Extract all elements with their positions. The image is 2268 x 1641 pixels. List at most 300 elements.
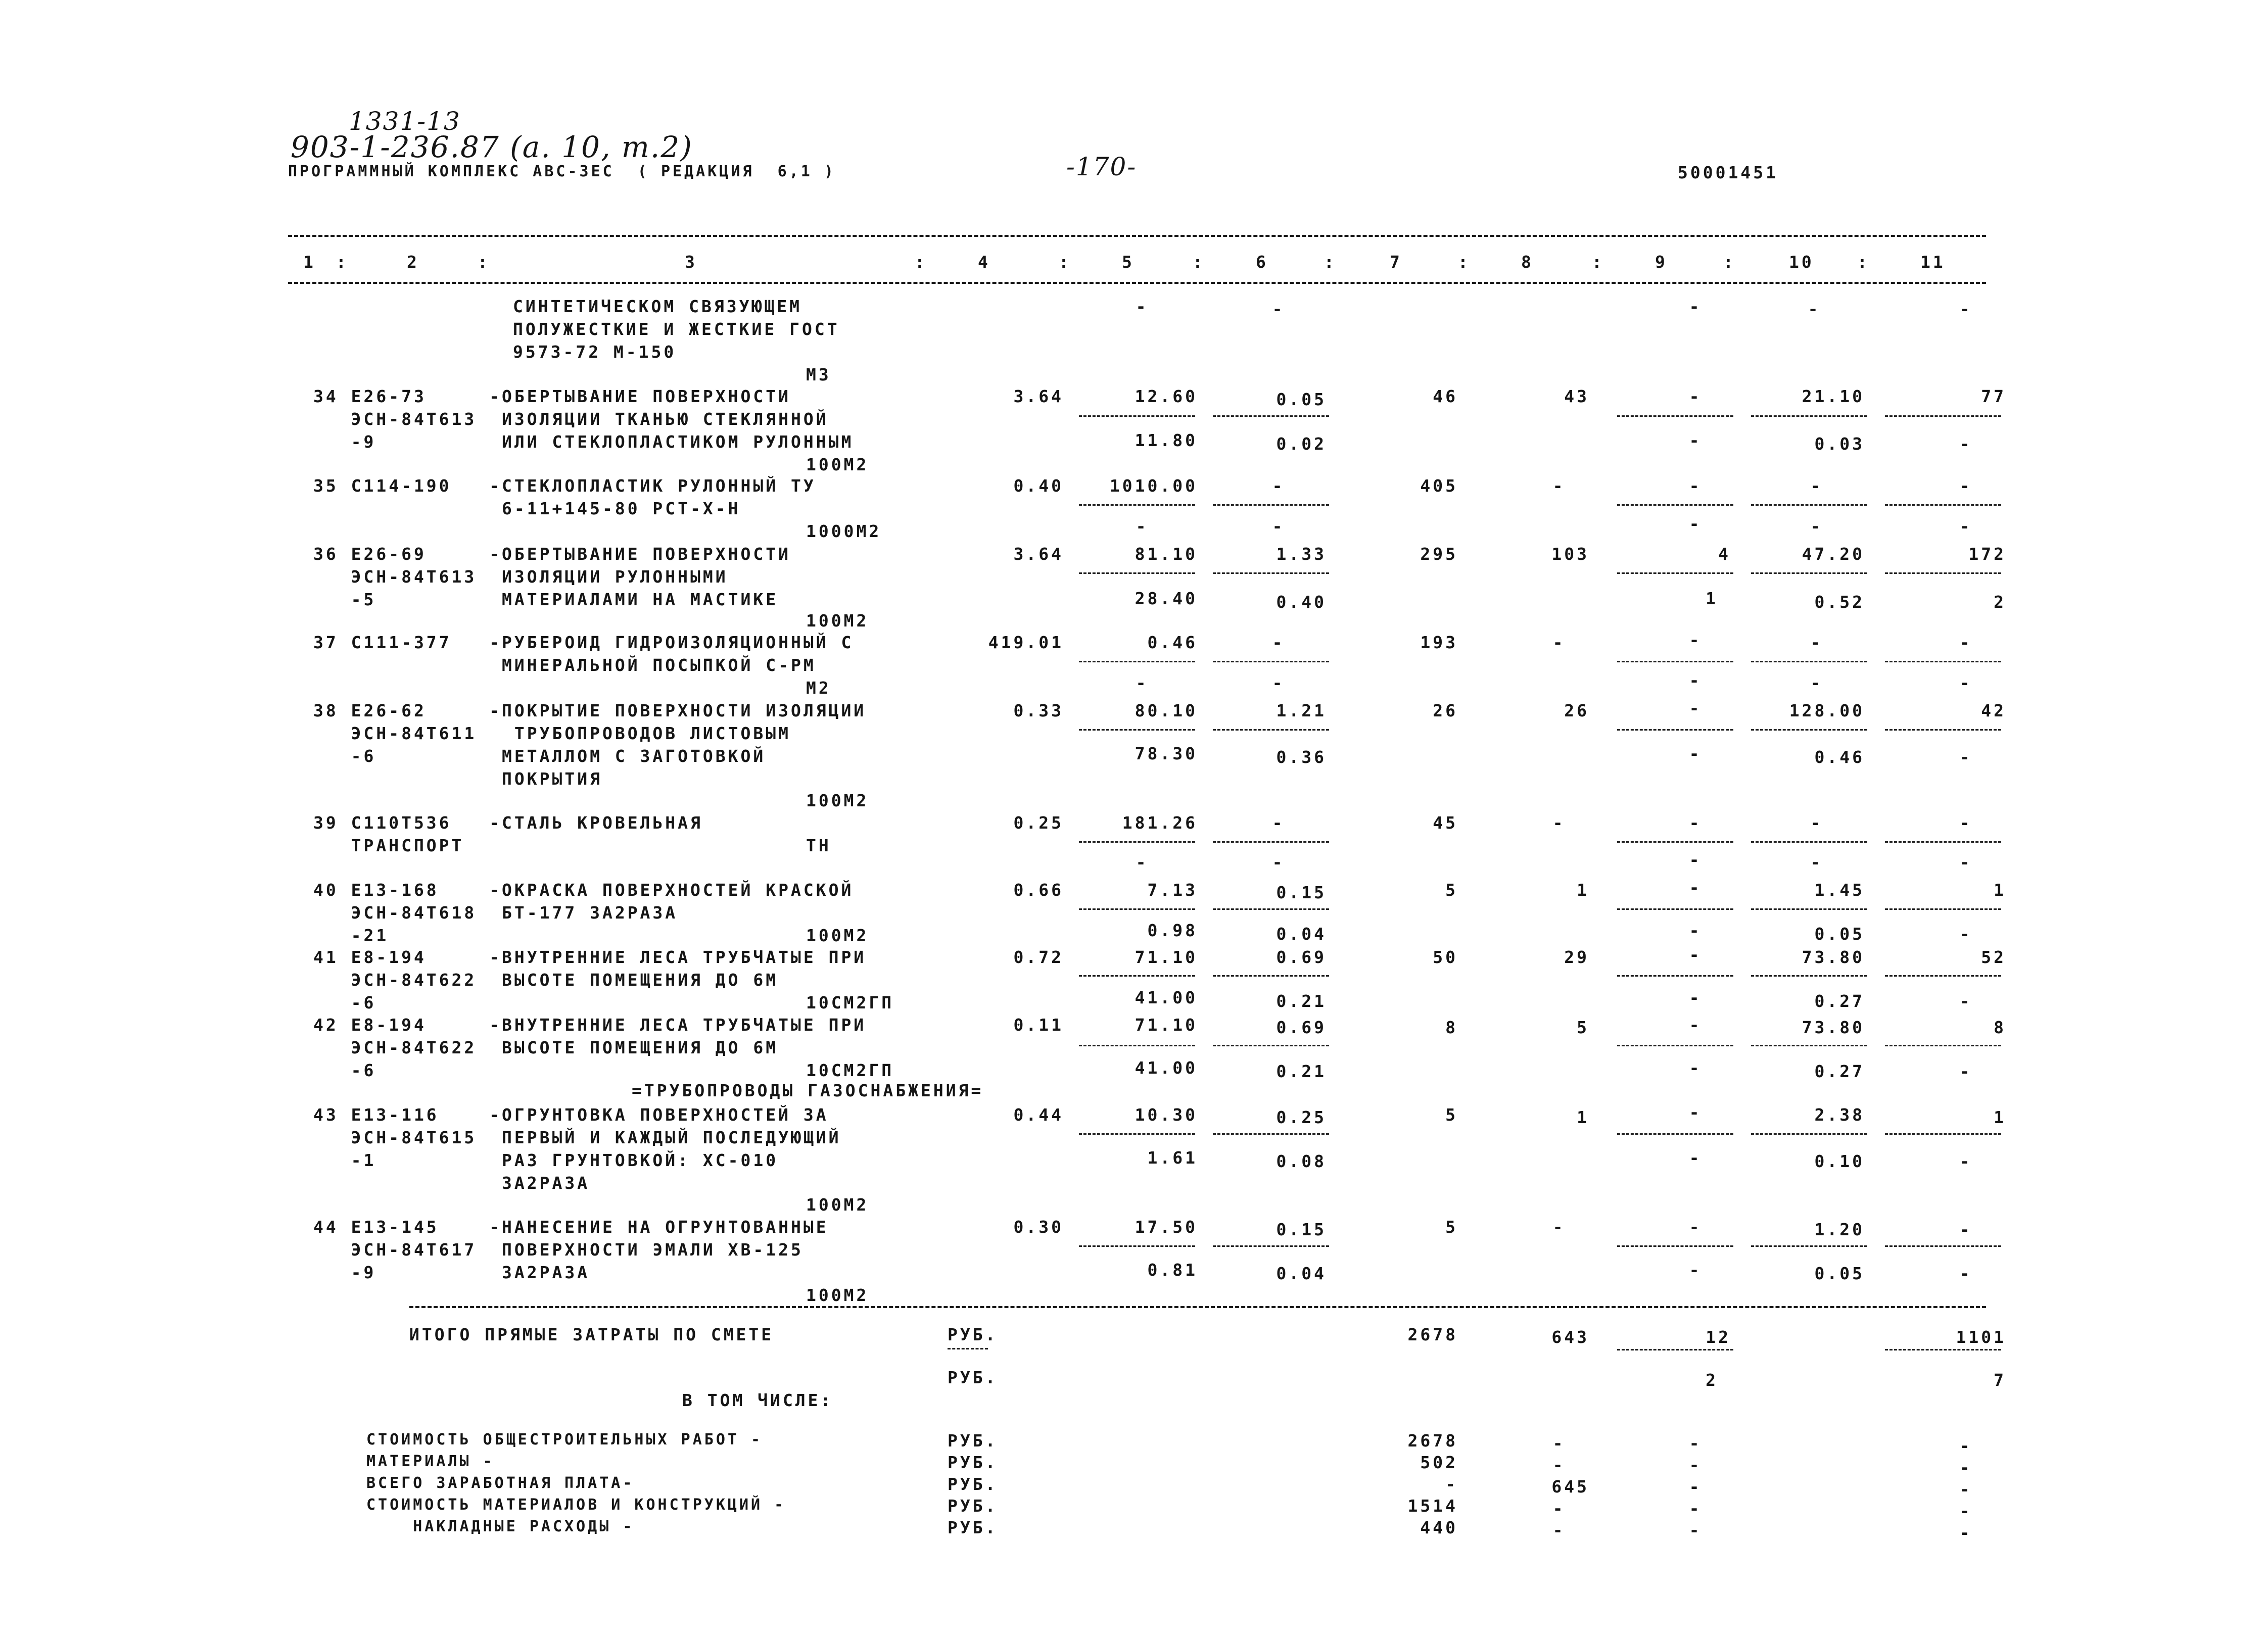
value-cell: 419.01 [988,633,1064,652]
value-cell: 0.69 [1276,1018,1327,1037]
text-line: -6 [313,993,376,1012]
value-cell: 1.45 [1814,880,1865,900]
value-cell: - [1136,516,1149,536]
value-cell: 0.04 [1276,924,1327,944]
breakdown-col8: - [1552,1520,1566,1540]
col-sep: : [1193,252,1205,272]
value-cell: - [1552,476,1566,496]
value-cell: 2 [1994,592,2006,612]
value-cell: - [1689,1217,1702,1237]
sub-rule [1079,841,1195,843]
value-cell: - [1689,878,1702,897]
value-cell: 0.05 [1276,390,1327,409]
sub-rule [1213,975,1329,977]
text-line: -9 ИЛИ СТЕКЛОПЛАСТИКОМ РУЛОННЫМ [313,432,854,452]
value-cell: 26 [1564,701,1589,720]
value-cell: 103 [1551,544,1589,564]
value-cell: 0.08 [1276,1151,1327,1171]
sub-rule [1213,415,1329,417]
header-rule-top [288,235,1986,237]
value-cell: 71.10 [1135,947,1198,967]
sub-rule [1079,908,1195,910]
value-cell: - [1272,852,1285,872]
totals-col8: 643 [1551,1327,1589,1347]
sub-rule [1079,975,1195,977]
value-cell: 0.46 [1814,747,1865,767]
value-cell: - [1959,852,1972,872]
sub-rule [1885,1245,2001,1247]
col-sep: : [336,252,349,272]
sub-rule [1885,1045,2001,1046]
value-cell: - [1689,921,1702,940]
sub-rule [1751,1045,1867,1046]
value-cell: 2.38 [1814,1105,1865,1125]
sub-rule [1617,1245,1733,1247]
value-cell: 17.50 [1135,1217,1198,1237]
value-cell: - [1810,813,1823,833]
value-cell: - [1136,297,1149,316]
breakdown-unit: РУБ. [948,1496,998,1516]
value-cell: 41.00 [1135,988,1198,1007]
col-sep: : [1324,252,1337,272]
text-line: 35 С114-190 -СТЕКЛОПЛАСТИК РУЛОННЫЙ ТУ [313,476,816,496]
col-header-5: 5 [1122,252,1135,272]
value-cell: 0.27 [1814,1061,1865,1081]
value-cell: 50 [1433,947,1458,967]
text-line: 38 Е26-62 -ПОКРЫТИЕ ПОВЕРХНОСТИ ИЗОЛЯЦИИ [313,701,867,720]
value-cell: - [1959,1151,1972,1171]
sub-rule [1885,504,2001,506]
breakdown-label: СТОИМОСТЬ МАТЕРИАЛОВ И КОНСТРУКЦИЙ - [366,1496,786,1514]
sub-rule [1617,415,1733,417]
value-cell: 0.40 [1013,476,1064,496]
col-sep: : [1059,252,1071,272]
sub-rule [1079,1133,1195,1135]
value-cell: 1.61 [1147,1148,1198,1168]
breakdown-unit: РУБ. [948,1453,998,1472]
sub-rule [1885,572,2001,574]
value-cell: - [1689,630,1702,650]
value-cell: 128.00 [1789,701,1865,720]
unit-line: 10СМ2ГП [806,1060,894,1080]
col-header-7: 7 [1390,252,1402,272]
totals-col9: 2 [1706,1370,1718,1390]
sub-rule [948,1348,988,1349]
value-cell: - [1689,698,1702,718]
value-cell: 1 [1577,880,1589,900]
text-line: ЭСН-84Т615 ПЕРВЫЙ И КАЖДЫЙ ПОСЛЕДУЮЩИЙ [313,1128,841,1147]
value-cell: - [1689,1015,1702,1035]
sub-rule [1213,908,1329,910]
text-line: СИНТЕТИЧЕСКОМ СВЯЗУЮЩЕМ [513,297,802,316]
unit-line: 100М2 [806,611,869,631]
sub-rule [1885,975,2001,977]
value-cell: - [1810,633,1823,652]
text-line: МИНЕРАЛЬНОЙ ПОСЫПКОЙ С-РМ [313,655,816,675]
breakdown-label: СТОИМОСТЬ ОБЩЕСТРОИТЕЛЬНЫХ РАБОТ - [366,1431,763,1449]
value-cell: 1 [1994,880,2006,900]
breakdown-col7: 502 [1420,1453,1458,1472]
value-cell: 0.04 [1276,1264,1327,1283]
breakdown-col7: - [1445,1474,1458,1494]
text-line: ЭСН-84Т618 БТ-177 ЗА2РАЗА [313,903,678,923]
value-cell: 405 [1420,476,1458,496]
value-cell: 52 [1981,947,2006,967]
value-cell: - [1810,852,1823,872]
breakdown-col7: 440 [1420,1518,1458,1537]
text-line: -6 [313,1060,376,1080]
totals-col11: 7 [1994,1370,2006,1390]
value-cell: - [1959,673,1972,693]
text-line: -5 МАТЕРИАЛАМИ НА МАСТИКЕ [313,590,779,609]
unit-line: ТН [806,836,831,855]
value-cell: 0.05 [1814,924,1865,944]
breakdown-col11: - [1959,1479,1972,1499]
value-cell: - [1959,1264,1972,1283]
unit-line: 100М2 [806,926,869,945]
value-cell: 10.30 [1135,1105,1198,1125]
sub-rule [1213,1133,1329,1135]
totals-label: ИТОГО ПРЯМЫЕ ЗАТРАТЫ ПО СМЕТЕ [409,1325,774,1344]
value-cell: 1010.00 [1109,476,1198,496]
unit-line: 10СМ2ГП [806,993,894,1012]
value-cell: 28.40 [1135,589,1198,608]
value-cell: 3.64 [1013,544,1064,564]
value-cell: 46 [1433,387,1458,406]
value-cell: - [1272,633,1285,652]
unit-line: М3 [806,365,831,384]
value-cell: 5 [1445,1105,1458,1125]
value-cell: - [1689,297,1702,316]
sub-rule [1885,415,2001,417]
value-cell: 0.30 [1013,1217,1064,1237]
value-cell: 0.46 [1147,633,1198,652]
value-cell: - [1810,516,1823,536]
value-cell: 0.03 [1814,434,1865,454]
sub-rule [1079,1045,1195,1046]
sub-rule [1617,975,1733,977]
value-cell: 81.10 [1135,544,1198,564]
col-header-3: 3 [685,252,697,272]
sub-rule [1751,504,1867,506]
value-cell: - [1959,633,1972,652]
text-line: 6-11+145-80 РСТ-Х-Н [313,499,741,518]
value-cell: - [1689,1148,1702,1168]
text-line: 44 Е13-145 -НАНЕСЕНИЕ НА ОГРУНТОВАННЫЕ [313,1217,829,1237]
value-cell: 0.02 [1276,434,1327,454]
value-cell: - [1959,747,1972,767]
value-cell: 295 [1420,544,1458,564]
text-line: 43 Е13-116 -ОГРУНТОВКА ПОВЕРХНОСТЕЙ ЗА [313,1105,829,1125]
col-header-10: 10 [1789,252,1814,272]
value-cell: 43 [1564,387,1589,406]
value-cell: - [1689,813,1702,833]
breakdown-col8: 645 [1551,1477,1589,1497]
value-cell: 47.20 [1802,544,1865,564]
value-cell: - [1272,299,1285,319]
value-cell: - [1689,850,1702,870]
sub-rule [1885,908,2001,910]
value-cell: - [1959,434,1972,454]
value-cell: 0.25 [1013,813,1064,833]
col-header-6: 6 [1256,252,1268,272]
value-cell: 0.21 [1276,1061,1327,1081]
value-cell: - [1959,924,1972,944]
value-cell: 0.40 [1276,592,1327,612]
unit-line: 100М2 [806,1195,869,1215]
text-line: ЭСН-84Т617 ПОВЕРХНОСТИ ЭМАЛИ ХВ-125 [313,1240,804,1260]
sub-rule [1213,572,1329,574]
text-line: ЭСН-84Т611 ТРУБОПРОВОДОВ ЛИСТОВЫМ [313,723,791,743]
value-cell: 0.05 [1814,1264,1865,1283]
sub-rule [1885,841,2001,843]
value-cell: - [1810,476,1823,496]
unit-line: 100М2 [806,791,869,810]
text-line: -9 ЗА2РАЗА [313,1263,590,1282]
sub-rule [1079,1245,1195,1247]
breakdown-col9: - [1689,1520,1702,1540]
value-cell: 5 [1445,880,1458,900]
value-cell: - [1689,476,1702,496]
sub-rule [1617,841,1733,843]
page-number: -170- [1066,152,1137,181]
value-cell: 0.69 [1276,947,1327,967]
totals-col11: 1101 [1956,1327,2006,1347]
value-cell: 71.10 [1135,1015,1198,1035]
text-line: ЭСН-84Т622 ВЫСОТЕ ПОМЕЩЕНИЯ ДО 6М [313,1038,779,1057]
breakdown-col8: - [1552,1455,1566,1475]
value-cell: 45 [1433,813,1458,833]
value-cell: 0.10 [1814,1151,1865,1171]
value-cell: 0.81 [1147,1260,1198,1280]
breakdown-unit: РУБ. [948,1431,998,1451]
including-heading: В ТОМ ЧИСЛЕ: [682,1390,833,1410]
value-cell: - [1689,387,1702,406]
value-cell: 3.64 [1013,387,1064,406]
value-cell: 1.20 [1814,1220,1865,1239]
sub-rule [1751,415,1867,417]
text-line: 36 Е26-69 -ОБЕРТЫВАНИЕ ПОВЕРХНОСТИ [313,544,791,564]
text-line: -6 МЕТАЛЛОМ С ЗАГОТОВКОЙ [313,746,766,766]
value-cell: - [1689,1058,1702,1078]
header-rule-bottom [288,282,1986,284]
text-line: ЗА2РАЗА [313,1173,590,1193]
sub-rule [1617,729,1733,731]
sub-rule [1751,975,1867,977]
unit-line: 100М2 [806,455,869,474]
breakdown-col9: - [1689,1499,1702,1518]
col-sep: : [1857,252,1870,272]
text-line: 40 Е13-168 -ОКРАСКА ПОВЕРХНОСТЕЙ КРАСКОЙ [313,880,854,900]
text-line: ТРАНСПОРТ [313,836,464,855]
sub-rule [1079,504,1195,506]
value-cell: 1 [1577,1107,1589,1127]
sub-rule [1751,572,1867,574]
value-cell: 0.72 [1013,947,1064,967]
value-cell: 7.13 [1147,880,1198,900]
col-header-2: 2 [407,252,419,272]
value-cell: 1 [1994,1107,2006,1127]
breakdown-col11: - [1959,1458,1972,1477]
value-cell: - [1689,988,1702,1007]
breakdown-col8: - [1552,1433,1566,1453]
col-sep: : [1458,252,1471,272]
col-header-4: 4 [978,252,990,272]
value-cell: 73.80 [1802,1018,1865,1037]
value-cell: - [1272,813,1285,833]
text-line: ЭСН-84Т613 ИЗОЛЯЦИИ РУЛОННЫМИ [313,567,728,587]
value-cell: - [1959,1220,1972,1239]
sub-rule [1617,908,1733,910]
value-cell: - [1689,744,1702,763]
value-cell: 0.52 [1814,592,1865,612]
text-line: 9573-72 М-150 [513,342,677,362]
value-cell: - [1552,1217,1566,1237]
breakdown-col11: - [1959,1501,1972,1521]
value-cell: - [1136,673,1149,693]
sub-rule [1617,1349,1733,1350]
sub-rule [1213,1045,1329,1046]
value-cell: - [1959,476,1972,496]
breakdown-col9: - [1689,1433,1702,1453]
sub-rule [1617,661,1733,662]
value-cell: - [1689,945,1702,964]
value-cell: - [1689,514,1702,534]
breakdown-col9: - [1689,1477,1702,1497]
sub-rule [1751,661,1867,662]
value-cell: 80.10 [1135,701,1198,720]
text-line: ПОКРЫТИЯ [313,769,602,789]
handwritten-ref-top: 1331-13 [349,107,461,136]
text-line: 42 Е8-194 -ВНУТРЕННИЕ ЛЕСА ТРУБЧАТЫЕ ПРИ [313,1015,867,1035]
totals-col7: 2678 [1407,1325,1458,1344]
value-cell: - [1959,991,1972,1011]
value-cell: 12.60 [1135,387,1198,406]
value-cell: - [1689,1260,1702,1280]
sub-rule [1617,1133,1733,1135]
value-cell: 0.15 [1276,883,1327,902]
sub-rule [1617,572,1733,574]
col-header-9: 9 [1655,252,1668,272]
totals-unit: РУБ. [948,1325,998,1344]
value-cell: 1.33 [1276,544,1327,564]
totals-unit: РУБ. [948,1368,998,1387]
value-cell: - [1808,299,1821,319]
value-cell: - [1552,633,1566,652]
value-cell: 4 [1718,544,1731,564]
value-cell: - [1272,516,1285,536]
value-cell: 0.33 [1013,701,1064,720]
col-header-1: 1 [303,252,316,272]
value-cell: 73.80 [1802,947,1865,967]
sub-rule [1617,504,1733,506]
text-line: 34 Е26-73 -ОБЕРТЫВАНИЕ ПОВЕРХНОСТИ [313,387,791,406]
value-cell: 26 [1433,701,1458,720]
value-cell: 21.10 [1802,387,1865,406]
value-cell: 0.25 [1276,1107,1327,1127]
col-sep: : [478,252,490,272]
value-cell: - [1272,673,1285,693]
text-line: 39 С110Т536 -СТАЛЬ КРОВЕЛЬНАЯ [313,813,703,833]
sub-rule [1213,661,1329,662]
breakdown-col11: - [1959,1436,1972,1456]
text-line: ЭСН-84Т622 ВЫСОТЕ ПОМЕЩЕНИЯ ДО 6М [313,970,779,990]
value-cell: 1 [1706,589,1718,608]
handwritten-doc-number: 903-1-236.87 (a. 10, т.2) [291,130,693,164]
value-cell: 0.36 [1276,747,1327,767]
value-cell: - [1136,852,1149,872]
text-line: -1 РАЗ ГРУНТОВКОЙ: ХС-010 [313,1150,779,1170]
value-cell: 41.00 [1135,1058,1198,1078]
col-header-8: 8 [1521,252,1534,272]
text-line: -21 [313,926,389,945]
sub-rule [1751,908,1867,910]
value-cell: - [1810,673,1823,693]
value-cell: 29 [1564,947,1589,967]
breakdown-col8: - [1552,1499,1566,1518]
breakdown-col7: 1514 [1407,1496,1458,1516]
section-title: =ТРУБОПРОВОДЫ ГАЗОСНАБЖЕНИЯ= [632,1081,984,1100]
value-cell: 181.26 [1122,813,1198,833]
unit-line: М2 [806,678,831,698]
totals-col9: 12 [1706,1327,1731,1347]
sub-rule [1885,729,2001,731]
breakdown-label: НАКЛАДНЫЕ РАСХОДЫ - [366,1518,635,1535]
breakdown-col9: - [1689,1455,1702,1475]
value-cell: - [1552,813,1566,833]
sub-rule [1751,729,1867,731]
value-cell: 77 [1981,387,2006,406]
value-cell: 1.21 [1276,701,1327,720]
value-cell: 5 [1445,1217,1458,1237]
value-cell: 0.11 [1013,1015,1064,1035]
sub-rule [1213,729,1329,731]
col-sep: : [1592,252,1604,272]
value-cell: 0.98 [1147,921,1198,940]
unit-line: 1000М2 [806,521,882,541]
sub-rule [1079,572,1195,574]
text-line: 37 С111-377 -РУБЕРОИД ГИДРОИЗОЛЯЦИОННЫЙ С [313,633,854,652]
sub-rule [1751,841,1867,843]
sub-rule [1213,1245,1329,1247]
sub-rule [1751,1245,1867,1247]
sub-rule [1213,504,1329,506]
document-code: 50001451 [1678,163,1778,182]
value-cell: 78.30 [1135,744,1198,763]
unit-line: 100М2 [806,1285,869,1305]
totals-rule [409,1306,1986,1308]
value-cell: 42 [1981,701,2006,720]
value-cell: 5 [1577,1018,1589,1037]
value-cell: 0.21 [1276,991,1327,1011]
sub-rule [1213,841,1329,843]
breakdown-label: ВСЕГО ЗАРАБОТНАЯ ПЛАТА- [366,1474,635,1492]
value-cell: 8 [1994,1018,2006,1037]
value-cell: 0.44 [1013,1105,1064,1125]
value-cell: 11.80 [1135,430,1198,450]
text-line: 41 Е8-194 -ВНУТРЕННИЕ ЛЕСА ТРУБЧАТЫЕ ПРИ [313,947,867,967]
sub-rule [1885,1133,2001,1135]
breakdown-col11: - [1959,1523,1972,1542]
value-cell: - [1272,476,1285,496]
sub-rule [1617,1045,1733,1046]
value-cell: 172 [1968,544,2006,564]
value-cell: 193 [1420,633,1458,652]
sub-rule [1079,729,1195,731]
sub-rule [1079,661,1195,662]
value-cell: 8 [1445,1018,1458,1037]
value-cell: - [1959,813,1972,833]
